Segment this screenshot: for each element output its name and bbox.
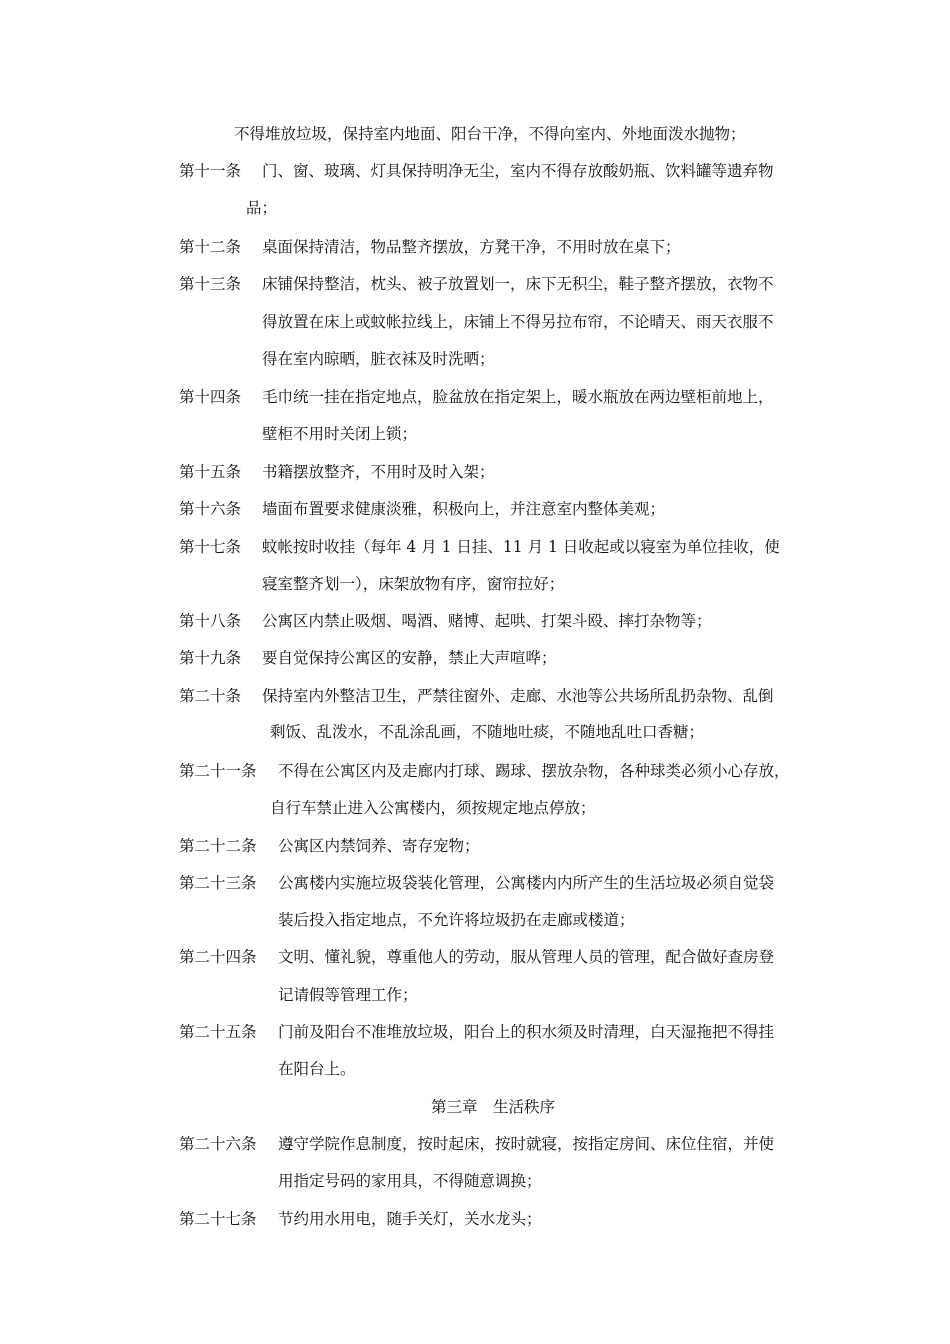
- article-number: 第二十一条: [179, 762, 257, 780]
- article-text: 门、窗、玻璃、灯具保持明净无尘，室内不得存放酸奶瓶、饮料罐等遗弃物: [262, 162, 774, 180]
- article-text: 自行车禁止进入公寓楼内，须按规定地点停放；: [270, 799, 596, 817]
- continuation-text: 不得堆放垃圾，保持室内地面、阳台干净，不得向室内、外地面泼水抛物；: [234, 125, 746, 143]
- article-number: 第二十条: [179, 687, 242, 705]
- article-number: 第十七条: [179, 538, 242, 556]
- article-text: 公寓区内禁止吸烟、喝酒、赌博、起哄、打架斗殴、摔打杂物等；: [262, 612, 712, 630]
- article-text: 要自觉保持公寓区的安静，禁止大声喧哗；: [262, 649, 557, 667]
- article-number: 第十五条: [179, 463, 242, 481]
- article-text: 在阳台上。: [278, 1060, 356, 1078]
- article-text: 记请假等管理工作；: [278, 986, 418, 1004]
- article-number: 第二十七条: [179, 1210, 257, 1228]
- article-text: 门前及阳台不准堆放垃圾，阳台上的积水须及时清理，白天湿拖把不得挂: [278, 1023, 775, 1041]
- article-text: 剩饭、乱泼水，不乱涂乱画，不随地吐痰，不随地乱吐口香糖；: [270, 723, 705, 741]
- article-text: 寝室整齐划一），床架放物有序，窗帘拉好；: [262, 575, 565, 593]
- article-text: 得放置在床上或蚊帐拉线上，床铺上不得另拉布帘，不论晴天、雨天衣服不: [262, 313, 774, 331]
- article-number: 第二十三条: [179, 874, 257, 892]
- article-text: 得在室内晾晒，脏衣袜及时洗晒；: [262, 350, 495, 368]
- article-number: 第二十二条: [179, 837, 257, 855]
- article-number: 第十二条: [179, 238, 242, 256]
- article-text: 不得在公寓区内及走廊内打球、踢球、摆放杂物，各种球类必须小心存放，: [278, 762, 790, 780]
- article-number: 第二十六条: [179, 1135, 257, 1153]
- article-text: 装后投入指定地点，不允许将垃圾扔在走廊或楼道；: [278, 911, 635, 929]
- article-text: 床铺保持整洁，枕头、被子放置划一，床下无积尘，鞋子整齐摆放，衣物不: [262, 275, 774, 293]
- article-text: 公寓楼内实施垃圾袋装化管理，公寓楼内内所产生的生活垃圾必须自觉袋: [278, 874, 775, 892]
- article-number: 第十一条: [179, 162, 242, 180]
- article-number: 第二十五条: [179, 1023, 257, 1041]
- chapter-heading: 第三章 生活秩序: [430, 1098, 555, 1116]
- article-number: 第十九条: [179, 649, 242, 667]
- article-text: 桌面保持清洁，物品整齐摆放，方凳干净，不用时放在桌下；: [262, 238, 681, 256]
- article-text: 公寓区内禁饲养、寄存宠物；: [278, 837, 480, 855]
- article-number: 第十四条: [179, 388, 242, 406]
- article-text: 用指定号码的家用具，不得随意调换；: [278, 1172, 542, 1190]
- article-text: 墙面布置要求健康淡雅，积极向上，并注意室内整体美观；: [262, 500, 666, 518]
- article-text: 品；: [246, 199, 278, 217]
- article-number: 第十三条: [179, 275, 242, 293]
- article-text: 书籍摆放整齐，不用时及时入架；: [262, 463, 495, 481]
- article-text: 文明、懂礼貌，尊重他人的劳动，服从管理人员的管理，配合做好查房登: [278, 948, 775, 966]
- article-number: 第二十四条: [179, 948, 257, 966]
- article-text: 节约用水用电，随手关灯，关水龙头；: [278, 1210, 542, 1228]
- article-number: 第十六条: [179, 500, 242, 518]
- article-text: 遵守学院作息制度，按时起床，按时就寝，按指定房间、床位住宿，并使: [278, 1135, 775, 1153]
- article-text: 保持室内外整洁卫生，严禁往窗外、走廊、水池等公共场所乱扔杂物、乱倒: [262, 687, 774, 705]
- article-text: 蚊帐按时收挂（每年 4 月 1 日挂、11 月 1 日收起或以寝室为单位挂收，使: [262, 538, 780, 556]
- article-number: 第十八条: [179, 612, 242, 630]
- article-text: 壁柜不用时关闭上锁；: [262, 425, 418, 443]
- article-text: 毛巾统一挂在指定地点，脸盆放在指定架上，暖水瓶放在两边壁柜前地上，: [262, 388, 774, 406]
